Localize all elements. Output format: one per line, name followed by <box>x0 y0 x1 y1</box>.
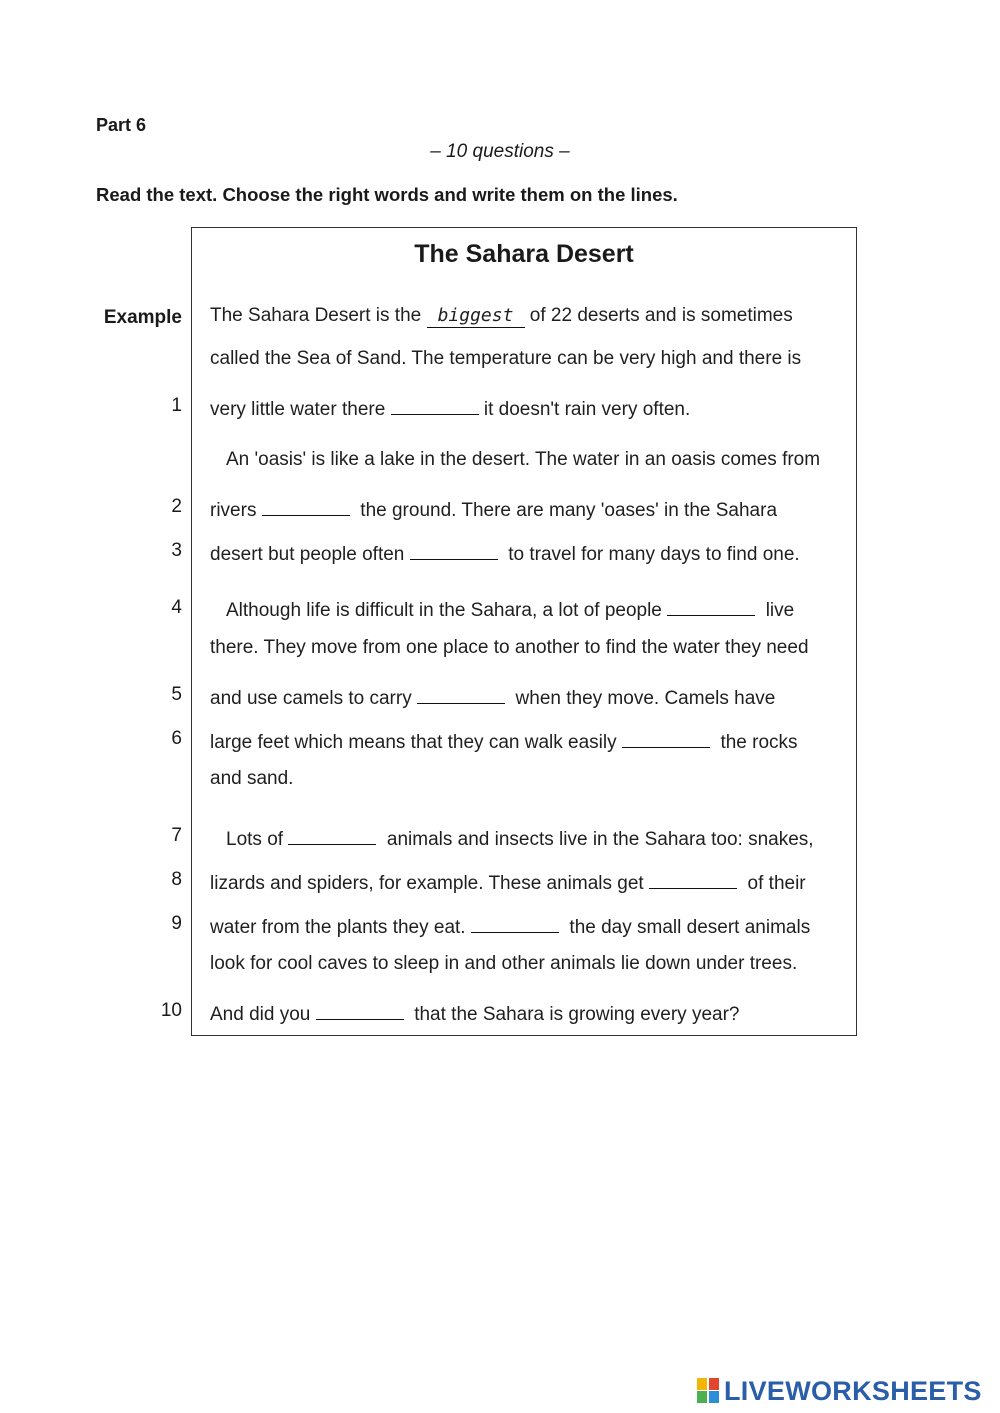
passage-line: And did you that the Sahara is growing every year? <box>210 997 740 1026</box>
liveworksheets-logo-icon <box>697 1378 721 1404</box>
question-number: 3 <box>171 540 182 561</box>
passage-line: The Sahara Desert is the biggest of 22 deserts and is sometimes <box>210 305 793 326</box>
question-number: 5 <box>171 684 182 705</box>
passage-line: look for cool caves to sleep in and other animals lie down under trees. <box>210 953 798 974</box>
passage-line: called the Sea of Sand. The temperature can be very high and there is <box>210 348 802 369</box>
passage-line: rivers the ground. There are many 'oases' in the Sahara <box>210 493 777 522</box>
passage-line: An 'oasis' is like a lake in the desert. The water in an oasis comes from <box>226 449 821 470</box>
passage-line: Although life is difficult in the Sahara, a lot of people live <box>226 593 794 622</box>
question-number: 1 <box>171 395 182 416</box>
answer-blank-5[interactable] <box>417 681 505 704</box>
question-number: 4 <box>171 597 182 618</box>
passage-line: large feet which means that they can walk easily the rocks <box>210 725 798 754</box>
instructions: Read the text. Choose the right words and write them on the lines. <box>96 184 678 205</box>
brand-name: LIVEWORKSHEETS <box>724 1375 982 1406</box>
passage-line: Lots of animals and insects live in the Sahara too: snakes, <box>226 822 814 851</box>
liveworksheets-logo[interactable] <box>697 1374 982 1408</box>
part-label: Part 6 <box>96 115 147 135</box>
answer-blank-10[interactable] <box>316 997 404 1020</box>
passage-title: The Sahara Desert <box>414 240 634 268</box>
passage-line: water from the plants they eat. the day small desert animals <box>210 910 810 939</box>
answer-blank-3[interactable] <box>410 537 498 560</box>
question-number: 7 <box>171 825 182 846</box>
answer-blank-4[interactable] <box>667 593 755 616</box>
passage-line: desert but people often to travel for many days to find one. <box>210 537 800 566</box>
question-number: 6 <box>171 728 182 749</box>
answer-blank-9[interactable] <box>471 910 559 933</box>
passage-line: and use camels to carry when they move. Camels have <box>210 681 775 710</box>
passage-line: there. They move from one place to another to find the water they need <box>210 637 809 658</box>
questions-count: – 10 questions – <box>430 141 570 162</box>
passage-line: and sand. <box>210 768 294 789</box>
answer-blank-2[interactable] <box>262 493 350 516</box>
answer-blank-8[interactable] <box>649 866 737 889</box>
question-number: 10 <box>160 1000 182 1021</box>
example-label: Example <box>103 307 182 328</box>
question-number: 9 <box>171 913 182 934</box>
answer-blank-7[interactable] <box>288 822 376 845</box>
question-number: 8 <box>171 869 182 890</box>
answer-blank-6[interactable] <box>622 725 710 748</box>
passage-line: very little water there it doesn't rain very often. <box>210 392 690 421</box>
passage-line: lizards and spiders, for example. These animals get of their <box>210 866 806 895</box>
example-answer: biggest <box>427 305 525 328</box>
answer-blank-1[interactable] <box>391 392 479 415</box>
question-number: 2 <box>171 496 182 517</box>
